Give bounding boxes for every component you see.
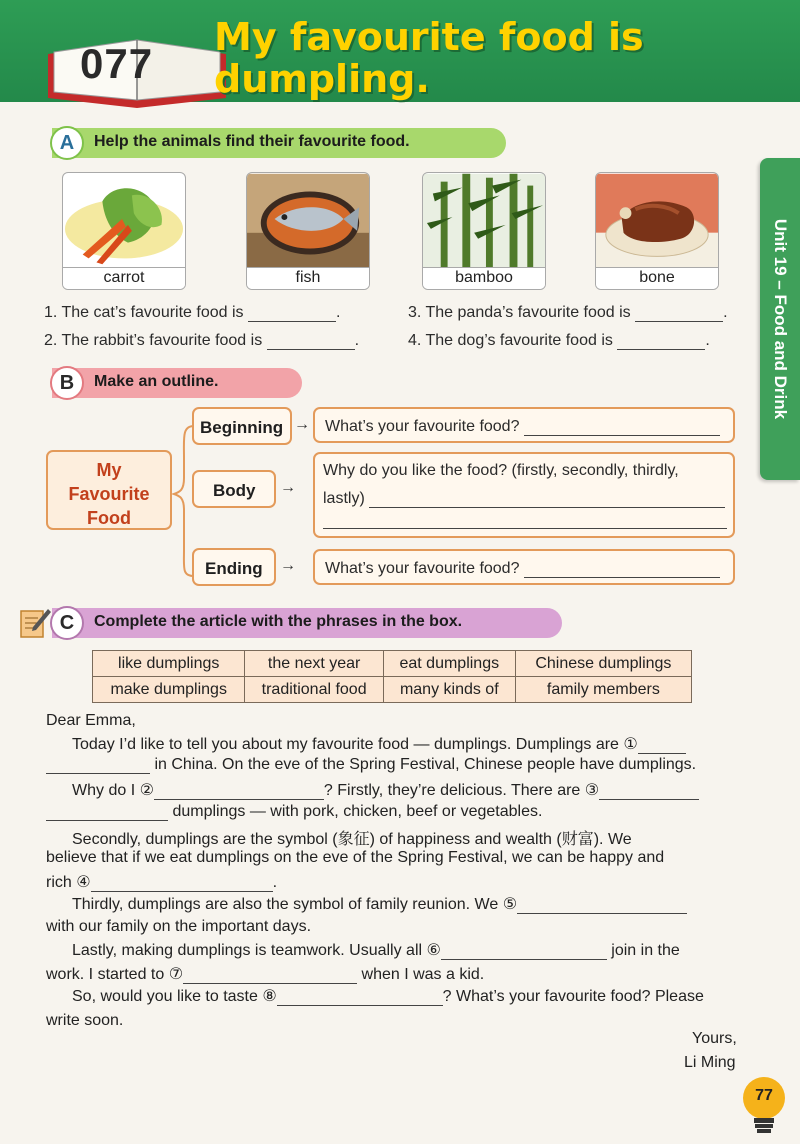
ending-prompt: What’s your favourite food?	[325, 560, 520, 577]
question-2: 2. The rabbit’s favourite food is .	[44, 332, 360, 349]
beginning-box	[192, 407, 292, 445]
picture-card-carrot	[62, 172, 186, 290]
bone-icon	[596, 173, 718, 269]
writing-pencil-icon	[18, 606, 52, 640]
ending-label: Ending	[205, 559, 263, 578]
phrase-row	[93, 677, 692, 703]
body-answer-box	[313, 452, 735, 538]
section-b-badge: B	[50, 366, 84, 400]
arrow-right-icon: →	[280, 479, 296, 496]
letter-line: So, would you like to taste ⑧ ? What’s your favourite food? Please	[72, 988, 704, 1005]
body-blank-2[interactable]	[323, 528, 727, 529]
center-line-3: Food	[87, 508, 131, 528]
center-line-2: Favourite	[68, 484, 150, 504]
body-box	[192, 470, 276, 508]
unit-label: Unit 19 – Food and Drink	[771, 218, 790, 420]
beginning-label: Beginning	[200, 418, 284, 437]
body-blank-1[interactable]	[369, 507, 725, 508]
letter-line: write soon.	[46, 1012, 124, 1029]
letter-line: Secondly, dumplings are the symbol (象征) of happiness and wealth (财富). We	[72, 831, 632, 848]
title-line-2: dumpling.	[214, 57, 430, 101]
ending-box	[192, 548, 276, 586]
blank-1[interactable]	[638, 753, 686, 754]
answer-blank-1[interactable]	[248, 321, 336, 322]
phrase-box	[92, 650, 692, 703]
unit-side-tab	[760, 158, 800, 480]
outline-center-box	[46, 450, 172, 530]
carrot-icon	[63, 173, 185, 269]
letter-closing: Yours,	[692, 1030, 737, 1047]
blank-8[interactable]	[277, 1005, 443, 1006]
letter-line: Why do I ② ? Firstly, they’re delicious. There are ③	[72, 780, 699, 800]
blank-4[interactable]	[91, 891, 273, 892]
letter-line: believe that if we eat dumplings on the eve of the Spring Festival, we can be happy and	[46, 849, 665, 866]
phrase-cell: the next year	[245, 651, 383, 677]
lesson-number: 077	[80, 40, 154, 87]
page-title	[214, 16, 714, 100]
beginning-answer-box	[313, 407, 735, 443]
blank-3-cont[interactable]	[46, 820, 168, 821]
phrase-cell: many kinds of	[383, 677, 515, 703]
letter-line: Lastly, making dumplings is teamwork. Usually all ⑥ join in the	[72, 942, 680, 959]
section-c-instruction: Complete the article with the phrases in the box.	[94, 613, 463, 630]
section-a-instruction: Help the animals find their favourite food.	[94, 133, 410, 150]
body-prompt-2: lastly)	[323, 490, 365, 507]
phrase-cell: traditional food	[245, 677, 383, 703]
section-a-header	[52, 128, 506, 158]
question-1: 1. The cat’s favourite food is .	[44, 304, 341, 321]
blank-1-cont[interactable]	[46, 773, 150, 774]
bamboo-icon	[423, 173, 545, 269]
section-b-header	[52, 368, 302, 398]
body-prompt-1: Why do you like the food? (firstly, secondly, thirdly,	[323, 462, 679, 479]
letter-line: dumplings — with pork, chicken, beef or vegetables.	[46, 803, 542, 821]
picture-card-fish	[246, 172, 370, 290]
picture-card-bamboo	[422, 172, 546, 290]
answer-blank-2[interactable]	[267, 349, 355, 350]
question-4: 4. The dog’s favourite food is .	[408, 332, 710, 349]
question-3: 3. The panda’s favourite food is .	[408, 304, 728, 321]
blank-2[interactable]	[154, 799, 324, 800]
letter-line: Today I’d like to tell you about my favourite food — dumplings. Dumplings are ①	[72, 734, 686, 754]
picture-card-bone	[595, 172, 719, 290]
center-line-1: My	[96, 460, 122, 480]
body-label: Body	[213, 481, 256, 500]
letter-greeting: Dear Emma,	[46, 712, 136, 729]
picture-caption: bone	[596, 267, 718, 289]
picture-caption: fish	[247, 267, 369, 289]
blank-5[interactable]	[517, 913, 687, 914]
picture-caption: bamboo	[423, 267, 545, 289]
phrase-cell: like dumplings	[93, 651, 245, 677]
answer-blank-4[interactable]	[617, 349, 705, 350]
phrase-cell: make dumplings	[93, 677, 245, 703]
phrase-cell: family members	[515, 677, 691, 703]
beginning-prompt: What’s your favourite food?	[325, 418, 520, 435]
letter-line: with our family on the important days.	[46, 918, 312, 935]
answer-blank-3[interactable]	[635, 321, 723, 322]
blank-3[interactable]	[599, 799, 699, 800]
letter-signature: Li Ming	[684, 1054, 736, 1071]
letter-line: in China. On the eve of the Spring Festival, Chinese people have dumplings.	[46, 756, 696, 774]
section-b-instruction: Make an outline.	[94, 373, 219, 390]
arrow-right-icon: →	[294, 416, 310, 433]
picture-caption: carrot	[63, 267, 185, 289]
letter-line: rich ④ .	[46, 874, 278, 891]
blank-7[interactable]	[183, 983, 357, 984]
ending-answer-box	[313, 549, 735, 585]
beginning-blank[interactable]	[524, 435, 720, 436]
phrase-cell: Chinese dumplings	[515, 651, 691, 677]
letter-line: work. I started to ⑦ when I was a kid.	[46, 966, 485, 983]
page-number: 77	[755, 1087, 773, 1104]
ending-blank[interactable]	[524, 577, 720, 578]
section-a-badge: A	[50, 126, 84, 160]
letter-line: Thirdly, dumplings are also the symbol of family reunion. We ⑤	[72, 894, 687, 914]
title-line-1: My favourite food is	[214, 15, 644, 59]
lightbulb-icon	[738, 1076, 790, 1138]
phrase-cell: eat dumplings	[383, 651, 515, 677]
fish-icon	[247, 173, 369, 269]
arrow-right-icon: →	[280, 557, 296, 574]
section-c-header	[52, 608, 562, 638]
phrase-row	[93, 651, 692, 677]
section-c-badge: C	[50, 606, 84, 640]
blank-6[interactable]	[441, 959, 607, 960]
